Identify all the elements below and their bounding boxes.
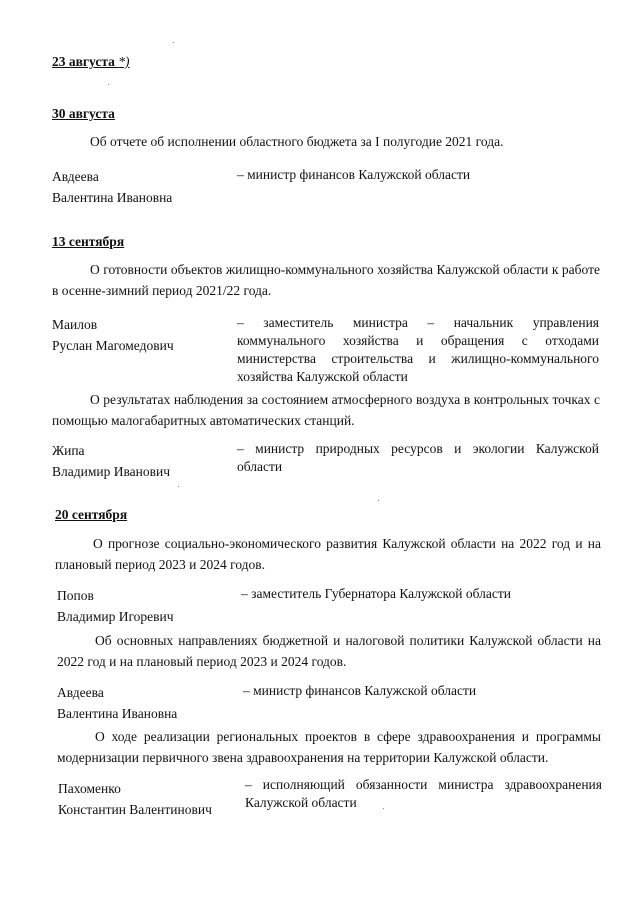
speaker-role: – заместитель Губернатора Калужской области — [241, 586, 512, 601]
scan-speck — [178, 486, 179, 487]
speaker-name — [57, 682, 177, 724]
speaker-role: – министр финансов Калужской области — [243, 683, 477, 698]
speaker-given-names: Валентина Ивановна — [52, 190, 173, 205]
agenda-topic: О готовности объектов жилищно-коммунального хозяйства Калужской области к работе в осенне-зимний период 2021/22 года. — [52, 262, 600, 298]
speaker-name — [58, 778, 212, 820]
scan-speck — [378, 500, 379, 501]
speaker-given-names: Константин Валентинович — [58, 802, 212, 817]
section-date-aug-30: 30 августа — [52, 106, 115, 121]
agenda-topic: О результатах наблюдения за состоянием атмосферного воздуха в контрольных точках с помощью малогабаритных автоматических станций. — [52, 392, 600, 428]
speaker-role: – министр природных ресурсов и экологии Калужской области — [237, 441, 599, 474]
speaker-given-names: Руслан Магомедович — [52, 338, 174, 353]
section-date-sep-13: 13 сентября — [52, 234, 125, 249]
speaker-role: – заместитель министра – начальник управления коммунального хозяйства и обращения с отходами министерства строительства и жилищно-коммунального хозяйства Калужской области — [237, 315, 599, 384]
speaker-surname: Маилов — [52, 317, 98, 332]
speaker-name — [52, 314, 174, 356]
speaker-role: – министр финансов Калужской области — [237, 167, 471, 182]
agenda-topic: О ходе реализации региональных проектов в сфере здравоохранения и программы модернизации первичного звена здравоохранения на территории Калужской области. — [57, 729, 601, 765]
speaker-given-names: Валентина Ивановна — [57, 706, 178, 721]
speaker-name — [57, 585, 174, 627]
agenda-topic: О прогнозе социально-экономического развития Калужской области на 2022 год и на плановый период 2023 и 2024 годов. — [55, 536, 601, 572]
scan-speck — [383, 808, 384, 809]
speaker-given-names: Владимир Иванович — [52, 464, 171, 479]
speaker-name — [52, 440, 170, 482]
speaker-surname: Попов — [57, 588, 94, 603]
section-date-sep-20: 20 сентября — [55, 507, 128, 522]
scan-speck — [173, 42, 174, 43]
speaker-given-names: Владимир Игоревич — [57, 609, 174, 624]
agenda-topic: Об отчете об исполнении областного бюджета за I полугодие 2021 года. — [90, 134, 504, 149]
speaker-surname: Жипа — [52, 443, 85, 458]
section-date-aug-23: 23 августа *) — [52, 54, 130, 69]
speaker-surname: Авдеева — [57, 685, 104, 700]
agenda-topic: Об основных направлениях бюджетной и налоговой политики Калужской области на 2022 год и на плановый период 2023 и 2024 годов. — [57, 633, 601, 669]
speaker-surname: Пахоменко — [58, 781, 121, 796]
speaker-surname: Авдеева — [52, 169, 99, 184]
footnote-mark: *) — [118, 54, 130, 69]
speaker-role: – исполняющий обязанности министра здравоохранения Калужской области — [245, 777, 602, 810]
speaker-name — [52, 166, 172, 208]
scan-speck — [108, 84, 109, 85]
